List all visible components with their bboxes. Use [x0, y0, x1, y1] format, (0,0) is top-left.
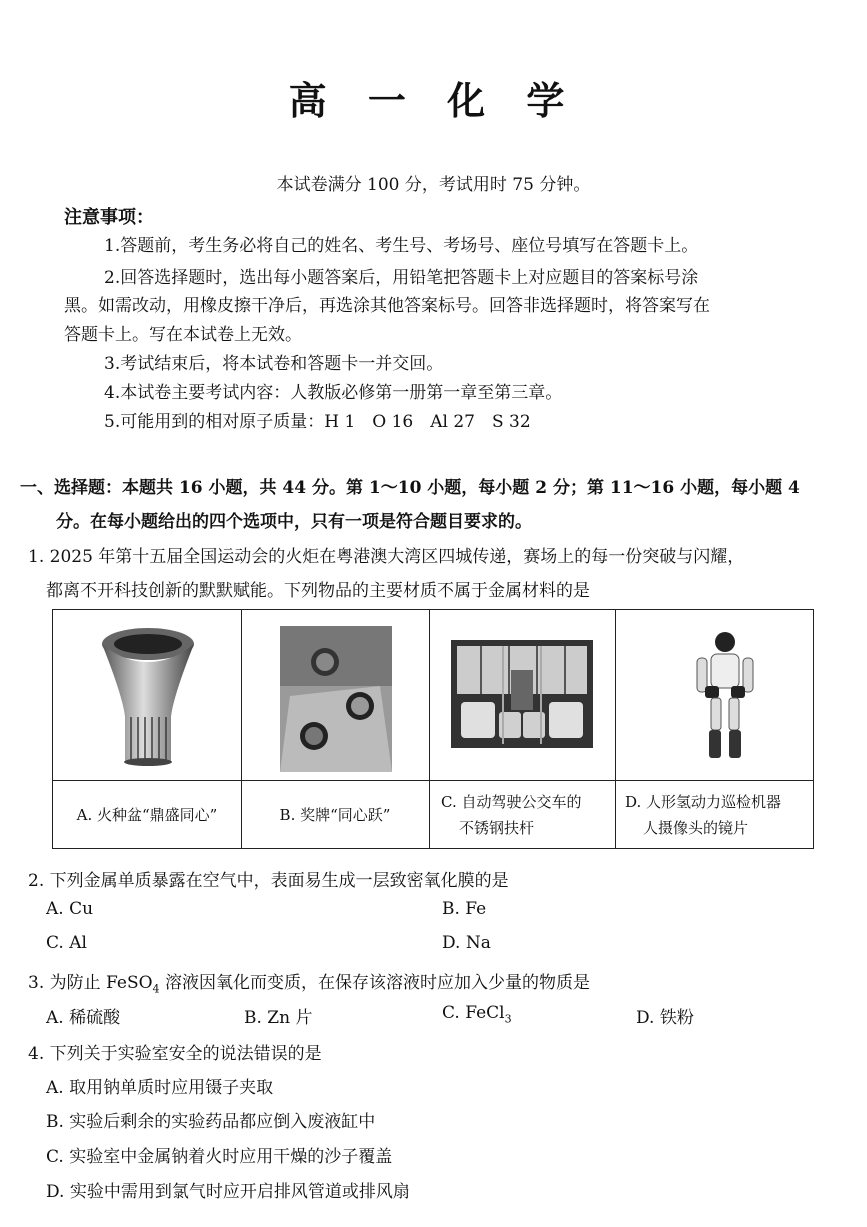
q2-option-c: C. Al [46, 933, 87, 953]
q2-stem: 2. 下列金属单质暴露在空气中，表面易生成一层致密氧化膜的是 [28, 871, 509, 891]
notice-line-3: 黑。如需改动，用橡皮擦干净后，再选涂其他答案标号。回答非选择题时，将答案写在 [64, 296, 710, 316]
notice-line-5: 3.考试结束后，将本试卷和答题卡一并交回。 [104, 354, 444, 374]
q1-stem-line2: 都离不开科技创新的默默赋能。下列物品的主要材质不属于金属材料的是 [46, 581, 590, 601]
q3-option-b: B. Zn 片 [244, 1008, 313, 1028]
q1-option-a: A. 火种盆“鼎盛同心” [76, 806, 218, 824]
q2-option-d: D. Na [442, 933, 491, 953]
notice-line-1: 1.答题前，考生务必将自己的姓名、考生号、考场号、座位号填写在答题卡上。 [104, 236, 699, 256]
q1-option-table [52, 609, 814, 849]
q3-option-d: D. 铁粉 [636, 1008, 694, 1028]
q3-stem: 3. 为防止 FeSO$_4$ 溶液因氧化而变质，在保存该溶液时应加入少量的物质是 [28, 973, 590, 996]
q4-option-d: D. 实验中需用到氯气时应开启排风管道或排风扇 [46, 1182, 410, 1202]
torch-basin-image [93, 622, 203, 772]
q1-option-d: D. 人形氢动力巡检机器 人摄像头的镜片 [625, 793, 782, 837]
q4-option-a: A. 取用钠单质时应用镊子夹取 [46, 1078, 274, 1098]
q2-option-a: A. Cu [46, 899, 94, 919]
q3-option-a: A. 稀硫酸 [46, 1008, 121, 1028]
q1-option-c: C. 自动驾驶公交车的 不锈钢扶杆 [441, 793, 582, 837]
notice-heading: 注意事项： [64, 207, 154, 228]
q4-stem: 4. 下列关于实验室安全的说法错误的是 [28, 1044, 322, 1064]
q4-option-c: C. 实验室中金属钠着火时应用干燥的沙子覆盖 [46, 1147, 393, 1167]
q1-option-b: B. 奖牌“同心跃” [279, 806, 391, 824]
q2-option-b: B. Fe [442, 899, 487, 919]
exam-title: 高 一 化 学 [288, 78, 579, 123]
q1-stem-line1: 1. 2025 年第十五届全国运动会的火炬在粤港澳大湾区四城传递，赛场上的每一份突破与闪耀， [28, 547, 745, 567]
q4-option-b: B. 实验后剩余的实验药品都应倒入废液缸中 [46, 1112, 376, 1132]
q3-option-c: C. FeCl$_3$ [442, 1003, 512, 1026]
notice-line-6: 4.本试卷主要考试内容：人教版必修第一册第一章至第三章。 [104, 383, 563, 403]
section-heading-line1: 一、选择题：本题共 16 小题，共 44 分。第 1～10 小题，每小题 2 分；第 11～16 小题，每小题 4 [20, 478, 800, 498]
section-heading-line2: 分。在每小题给出的四个选项中，只有一项是符合题目要求的。 [56, 512, 532, 532]
notice-line-7: 5.可能用到的相对原子质量：H 1 O 16 Al 27 S 32 [104, 412, 531, 432]
medal-image [280, 626, 392, 772]
bus-interior-image [451, 640, 593, 748]
exam-subtitle: 本试卷满分 100 分，考试用时 75 分钟。 [276, 175, 591, 195]
notice-line-4: 答题卡上。写在本试卷上无效。 [64, 325, 302, 345]
robot-image [689, 628, 761, 764]
notice-line-2: 2.回答选择题时，选出每小题答案后，用铅笔把答题卡上对应题目的答案标号涂 [104, 268, 699, 288]
